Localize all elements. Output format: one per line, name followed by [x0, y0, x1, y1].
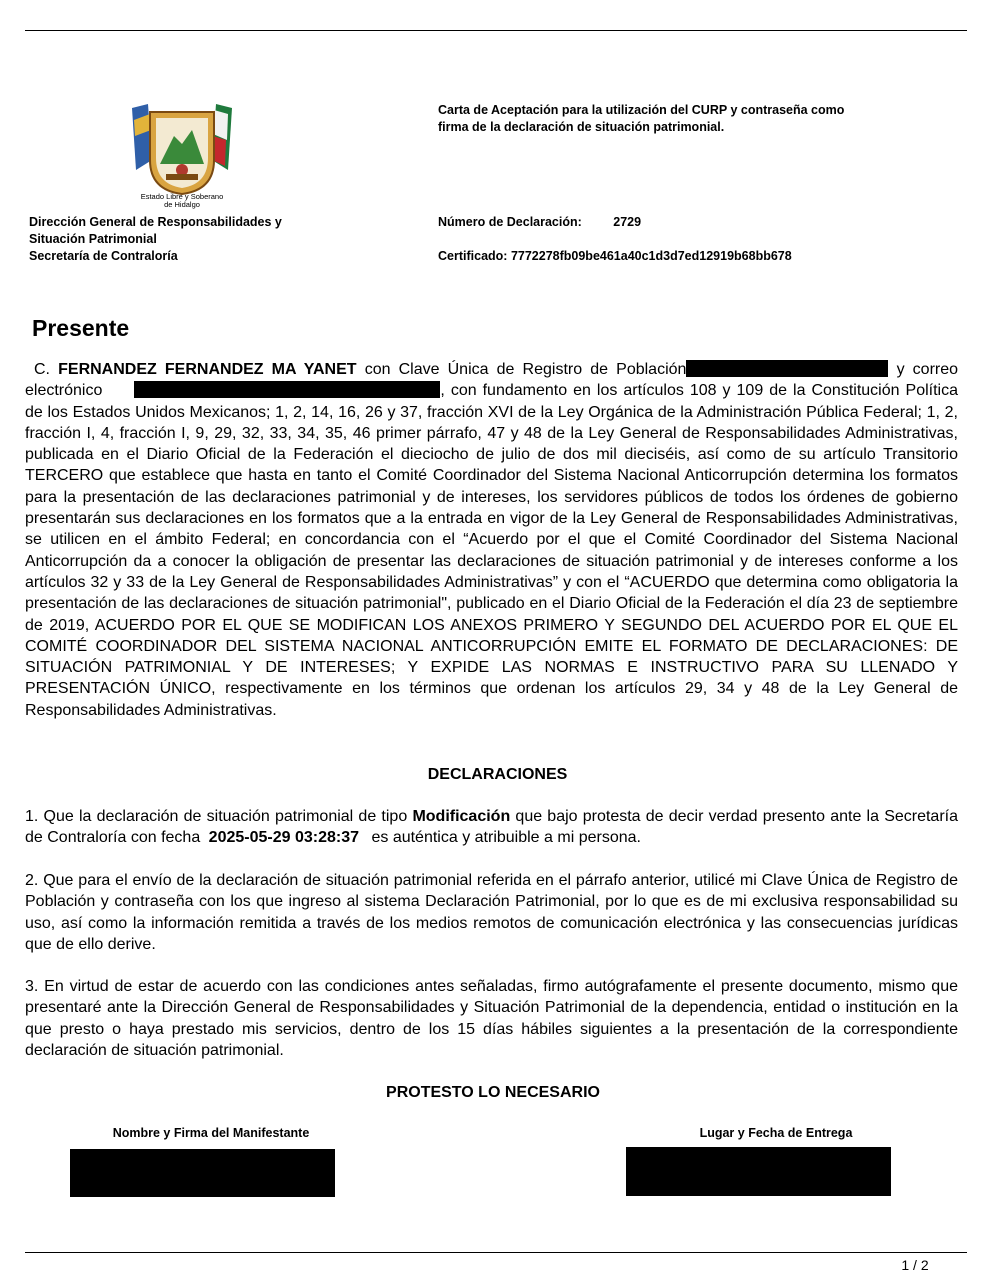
- intro-body: , con fundamento en los artículos 108 y 109 de la Constitución Política de los Estados Unidos Mexicanos; 1, 2, 14, 16, 26 y 37, fracción XVI de la Ley Orgánica de la Administración Pública Federal; 1, 2, fracción I, 4, fracción I, 9, 29, 32, 33, 34, 35, 46 primer párrafo, 47 y 48 de la Ley General de Responsabilidades Administrativas, publicada en el Diario Oficial de la Federación el dieciocho de julio de dos mil dieciséis, así como de su artículo Transitorio TERCERO que establece que hasta en tanto el Comité Coordinador del Sistema Nacional Anticorrupción determina los formatos para la presentación de las declaraciones patrimonial y de intereses, los servidores públicos de todos los órdenes de gobierno presentarán sus declaraciones en los formatos que a la entrada en vigor de la Ley General de Responsabilidades Administrativas, se utilicen en el ámbito Federal; en concordancia con el “Acuerdo por el que el Comité Coordinador del Sistema Nacional Anticorrupción da a conocer la obligación de presentar las declaraciones de situación patrimonial y de intereses conforme a los artículos 32 y 33 de la Ley General de Responsabilidades Administrativas” y con el “ACUERDO que determina como obligatoria la presentación de las declaraciones de situación patrimonial", publicado en el Diario Oficial de la Federación el día 23 de septiembre de 2019, ACUERDO POR EL QUE SE MODIFICAN LOS ANEXOS PRIMERO Y SEGUNDO DEL ACUERDO POR EL QUE EL COMITÉ COORDINADOR DEL SISTEMA NACIONAL ANTICORRUPCIÓN EMITE EL FORMATO DE DECLARACIONES: DE SITUACIÓN PATRIMONIAL Y DE INTERESES; Y EXPIDE LAS NORMAS E INSTRUCTIVO PARA SU LLENADO Y PRESENTACIÓN ÚNICO, respectivamente en los términos que ordenan los artículos 29, 34 y 48 de la Ley General de Responsabilidades Administrativas.: [25, 382, 958, 719]
- page-number: 1 / 2: [901, 1257, 929, 1273]
- declarant-name: FERNANDEZ FERNANDEZ MA YANET: [58, 361, 357, 378]
- logo-caption-2: de Hidalgo: [164, 200, 200, 209]
- signature-redaction: [70, 1149, 335, 1197]
- declaration-1-text-a: 1. Que la declaración de situación patrimonial de tipo: [25, 808, 408, 825]
- declaration-1: [25, 806, 958, 849]
- place-date-redaction: [626, 1147, 891, 1196]
- place-date-label: Lugar y Fecha de Entrega: [699, 1126, 853, 1140]
- organization-block: [29, 214, 349, 265]
- declaration-1-text-b: que bajo protesta de decir verdad presento ante la Secretaría de Contraloría con fecha: [25, 808, 959, 847]
- logo-caption-1: Estado Libre y Soberano: [140, 192, 224, 201]
- intro-prefix: C.: [34, 361, 50, 378]
- declaration-date: 2025-05-29 03:28:37: [208, 829, 360, 847]
- certificate-label: Certificado:: [438, 249, 508, 263]
- intro-paragraph: [25, 359, 958, 721]
- intro-after-curp: y correo electrónico: [25, 361, 959, 400]
- curp-redaction: [686, 360, 888, 377]
- declaration-2: 2. Que para el envío de la declaración de situación patrimonial referida en el párrafo anterior, utilicé mi Clave Única de Registro de Población y contraseña con los que ingreso al sistema Declaración Patrimonial, por lo que es de mi exclusiva responsabilidad su uso, así como la información remitida a través de los medios remotos de comunicación electrónica y las consecuencias jurídicas que de ello derive.: [25, 872, 958, 953]
- certificate-value: 7772278fb09be461a40c1d3d7ed12919b68bb678: [510, 249, 792, 263]
- top-rule: [25, 30, 967, 31]
- signature-label: Nombre y Firma del Manifestante: [112, 1126, 310, 1140]
- document-title-line-2: firma de la declaración de situación patrimonial.: [438, 120, 725, 134]
- declaration-1-text-c: es auténtica y atribuible a mi persona.: [371, 829, 641, 847]
- document-title: [438, 102, 958, 136]
- certificate-row: [438, 248, 958, 265]
- intro-after-name: con Clave Única de Registro de Población: [364, 361, 687, 378]
- declaration-type: Modificación: [412, 808, 511, 825]
- organization-line-3: Secretaría de Contraloría: [29, 249, 178, 263]
- email-redaction: [134, 381, 440, 398]
- declaraciones-heading: DECLARACIONES: [427, 766, 568, 783]
- hidalgo-coat-of-arms-logo: [122, 100, 242, 212]
- shield-icon: [122, 100, 242, 196]
- organization-line-2: Situación Patrimonial: [29, 232, 157, 246]
- declaration-3: 3. En virtud de estar de acuerdo con las condiciones antes señaladas, firmo autógrafamente el presente documento, mismo que presentaré ante la Dirección General de Responsabilidades y Situación Patrimonial de la dependencia, entidad o institución en la que presto o haya prestado mis servicios, dentro de los 15 días hábiles siguientes a la presentación de la correspondiente declaración de situación patrimonial.: [25, 978, 958, 1059]
- declaration-number-row: [438, 214, 838, 231]
- declaration-number-label: Número de Declaración:: [438, 215, 582, 229]
- closing-statement: PROTESTO LO NECESARIO: [386, 1084, 600, 1101]
- declaration-number: 2729: [613, 215, 642, 229]
- salutation: Presente: [32, 315, 130, 341]
- organization-line-1: Dirección General de Responsabilidades y: [29, 215, 282, 229]
- bottom-rule: [25, 1252, 967, 1253]
- document-title-line-1: Carta de Aceptación para la utilización del CURP y contraseña como: [438, 103, 845, 117]
